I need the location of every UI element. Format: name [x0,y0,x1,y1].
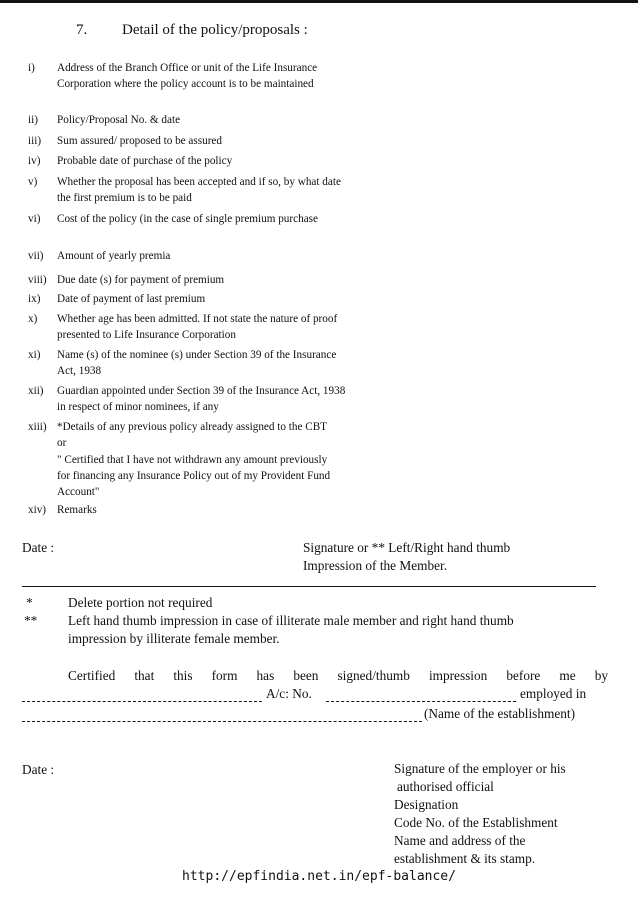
item-number: vii) [28,250,44,262]
employer-signature-line: Signature of the employer or his [394,761,566,776]
item-text: Policy/Proposal No. & date [57,114,181,126]
top-border [0,0,638,3]
item-number: v) [28,176,38,188]
member-signature-line1: Signature or ** Left/Right hand thumb [303,540,511,555]
item-number: x) [28,313,38,325]
separator-rule [22,586,596,587]
employer-date-label: Date : [22,762,55,777]
employer-code-line: Code No. of the Establishment [394,815,558,830]
section-number: 7. [76,22,88,38]
item-number: xiv) [28,504,47,516]
note-mark: ** [24,613,38,628]
employer-authorised-line: authorised official [397,779,494,794]
certification-text: Certified that this form has been signed/thumb impression before me by [68,668,608,683]
item-number: ix) [28,293,41,305]
item-text: Due date (s) for payment of premium [57,274,225,286]
item-text: Amount of yearly premia [57,250,171,262]
item-text: Sum assured/ proposed to be assured [57,135,222,147]
section-title: Detail of the policy/proposals : [122,22,308,38]
item-number: viii) [28,274,47,286]
blank-line [326,701,516,702]
item-text: *Details of any previous policy already assigned to the CBT or [57,421,327,449]
employed-in-label: employed in [520,686,587,701]
note-text: Delete portion not required [68,595,213,610]
item-number: vi) [28,213,41,225]
item-number: xii) [28,385,44,397]
employer-designation-line: Designation [394,797,459,812]
item-text: Date of payment of last premium [57,293,206,305]
item-text: Remarks [57,504,97,516]
blank-line [22,701,262,702]
note-text: impression by illiterate female member. [68,631,280,646]
item-number: xiii) [28,421,47,433]
footer-url: http://epfindia.net.in/epf-balance/ [182,869,456,884]
item-text: " Certified that I have not withdrawn any amount previously for financing any Insurance Policy out of my Provident Fund Account" [57,454,331,498]
item-number: i) [28,62,35,74]
ac-no-label: A/c: No. [266,686,312,701]
item-text: Guardian appointed under Section 39 of the Insurance Act, 1938 in respect of minor nominees, if any [57,385,346,413]
item-number: xi) [28,349,41,361]
establishment-name-label: (Name of the establishment) [424,706,576,721]
item-text: Whether the proposal has been accepted and if so, by what date the first premium is to be paid [57,176,341,204]
employer-name-line: Name and address of the [394,833,526,848]
item-number: iii) [28,135,42,147]
item-number: ii) [28,114,38,126]
date-label: Date : [22,540,55,555]
blank-line [22,721,422,722]
member-signature-line2: Impression of the Member. [303,558,448,573]
item-text: Address of the Branch Office or unit of the Life Insurance Corporation where the policy account is to be maintained [57,62,318,90]
item-text: Probable date of purchase of the policy [57,155,233,167]
note-text: Left hand thumb impression in case of illiterate male member and right hand thumb [68,613,514,628]
item-text: Cost of the policy (in the case of single premium purchase [57,213,318,225]
item-number: iv) [28,155,41,167]
item-text: Name (s) of the nominee (s) under Section 39 of the Insurance Act, 1938 [57,349,337,377]
item-text: Whether age has been admitted. If not state the nature of proof presented to Life Insurance Corporation [57,313,338,341]
employer-stamp-line: establishment & its stamp. [394,851,536,866]
note-mark: * [26,595,33,610]
